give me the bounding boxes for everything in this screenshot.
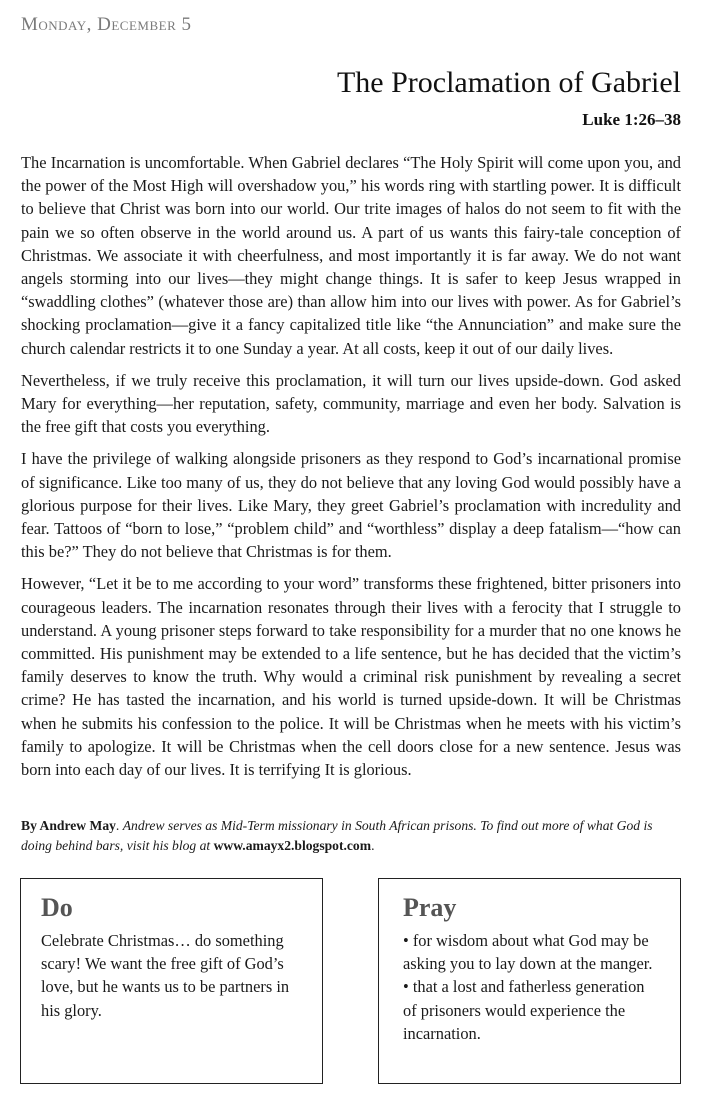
- article-paragraph: I have the privilege of walking alongside prisoners as they respond to God’s incarnational promise of significance. Like too many of us, they do not believe that any loving God would possibly have a glorious purpose for their lives. Like Mary, they greet Gabriel’s proclamation with incredulity and fear. Tattoos of “born to lose,” “problem child” and “worthless” display a deep fatalism—“how can this be?” They do not believe that Christmas is for them.: [21, 449, 681, 562]
- scripture-reference: Luke 1:26–38: [582, 110, 681, 129]
- byline-end: .: [371, 838, 375, 853]
- author-period: .: [115, 818, 120, 833]
- pray-item: • for wisdom about what God may be asking you to lay down at the manger.: [403, 931, 653, 974]
- page-title: The Proclamation of Gabriel: [336, 66, 681, 99]
- do-text: Celebrate Christmas… do something scary! We want the free gift of God’s love, but he wants us to be partners in his glory.: [41, 931, 290, 1020]
- author-name: By Andrew May: [21, 818, 116, 833]
- blog-link[interactable]: www.amayx2.blogspot.com: [213, 838, 372, 853]
- article-paragraph: The Incarnation is uncomfortable. When Gabriel declares “The Holy Spirit will come upon you, and the power of the Most High will overshadow you,” his words ring with startling power. It is difficult to believe that Christ was born into our world. Our trite images of halos do not seem to fit with the pain we so often observe in the world around us. A part of us wants this fairy-tale conception of Christmas. We associate it with cheerfulness, and most importantly it is far away. We do not want angels storming into our lives—they might change things. It is safer to keep Jesus wrapped in “swaddling clothes” (whatever those are) than allow him into our lives with power. As for Gabriel’s shocking proclamation—give it a fancy capitalized title like “the Annunciation” and make sure the church calendar restricts it to one Sunday a year. At all costs, keep it out of our daily lives.: [21, 153, 681, 358]
- pray-list: [403, 929, 662, 1045]
- do-box: [20, 878, 323, 1084]
- page-date: Monday, December 5: [21, 14, 192, 35]
- pray-box: [378, 878, 681, 1084]
- author-byline: [21, 816, 683, 856]
- pray-heading: Pray: [403, 893, 457, 922]
- article-body: [21, 151, 681, 790]
- pray-item: • that a lost and fatherless generation of prisoners would experience the incarnation.: [403, 977, 645, 1043]
- author-bio: Andrew serves as Mid-Term missionary in South African prisons. To find out more of what God is doing behind bars, visit his blog at: [21, 818, 653, 853]
- article-paragraph: Nevertheless, if we truly receive this proclamation, it will turn our lives upside-down. God asked Mary for everything—her reputation, safety, community, marriage and even her body. Salvation is the free gift that costs you everything.: [21, 370, 681, 437]
- article-paragraph: However, “Let it be to me according to your word” transforms these frightened, bitter prisoners into courageous leaders. The incarnation resonates through their lives with a ferocity that I struggle to understand. A young prisoner steps forward to take responsibility for a murder that no one knows he committed. His punishment may be extended to a life sentence, but he has decided that the victim’s family deserves to know the truth. Why would a criminal risk punishment by revealing a secret crime? He has tasted the incarnation, and his world is turned upside-down. It will be Christmas when he submits his confession to the police. It will be Christmas when he meets with his victim’s family to apologize. It will be Christmas when the cell doors close for a new sentence. Jesus was born into each day of our lives. It is terrifying It is glorious.: [21, 574, 681, 780]
- do-heading: Do: [41, 893, 73, 922]
